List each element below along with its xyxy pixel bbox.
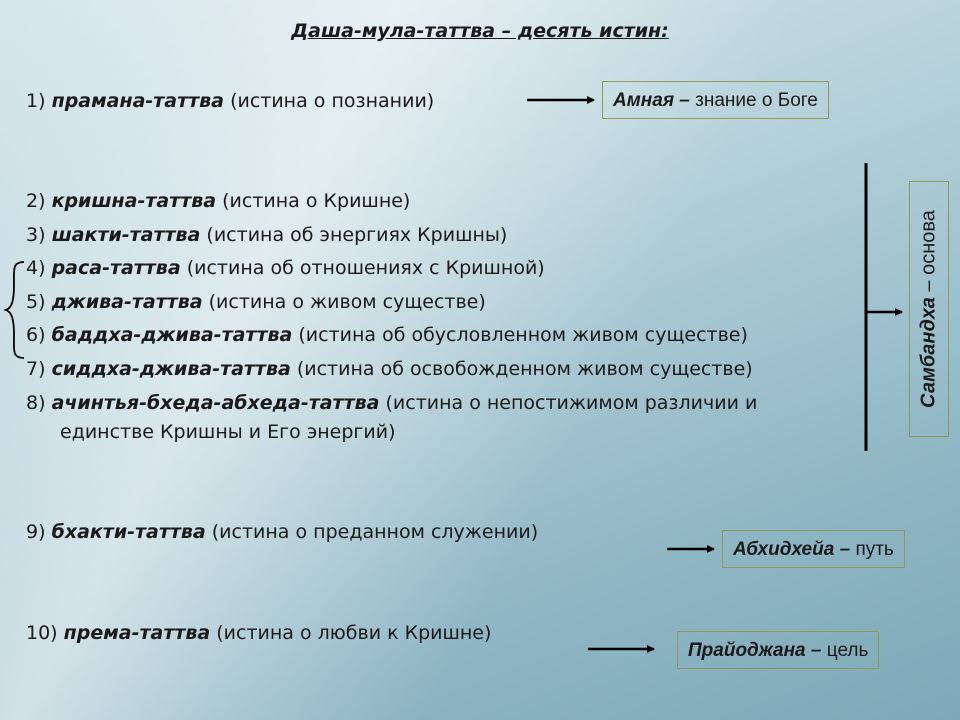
slide-title: Даша-мула-таттва – десять истин:: [291, 20, 669, 42]
list-item-8-continuation: единстве Кришны и Его энергий): [60, 421, 396, 443]
item-number: 10): [26, 622, 58, 644]
item-term: сиддха-джива-таттва: [51, 358, 291, 380]
item-number: 1): [26, 90, 46, 112]
item-term: раса-таттва: [51, 257, 181, 279]
item-number: 7): [26, 358, 46, 380]
box-description: знание о Боге: [695, 90, 818, 111]
item-term: према-таттва: [63, 622, 211, 644]
box-dash: –: [679, 90, 690, 111]
item-number: 3): [26, 224, 46, 246]
curly-bracket: [6, 262, 24, 358]
item-number: 5): [26, 291, 46, 313]
item-term: кришна-таттва: [51, 190, 217, 212]
box-description: путь: [855, 539, 894, 560]
item-description: (истина об обусловленном живом существе): [298, 324, 748, 346]
box-term: Амная: [613, 90, 675, 111]
item-description: (истина об отношениях с Кришной): [186, 257, 545, 279]
box-term: Самбандха: [917, 297, 940, 408]
item-description: (истина о Кришне): [222, 190, 411, 212]
box-term: Прайоджана: [688, 640, 806, 661]
item-number: 9): [26, 521, 46, 543]
item-description: (истина о живом существе): [208, 291, 486, 313]
item-number: 2): [26, 190, 46, 212]
item-term: джива-таттва: [51, 291, 203, 313]
item-description: (истина о преданном служении): [211, 521, 539, 543]
item-number: 8): [26, 392, 46, 414]
item-description: (истина о любви к Кришне): [216, 622, 492, 644]
item-term: ачинтья-бхеда-абхеда-таттва: [51, 392, 380, 414]
box-description: цель: [826, 640, 869, 661]
box-term: Абхидхейа: [733, 539, 835, 560]
box-dash: –: [839, 539, 851, 560]
item-term: баддха-джива-таттва: [51, 324, 293, 346]
item-description: (истина об энергиях Кришны): [206, 224, 508, 246]
box-dash: –: [810, 640, 822, 661]
item-number: 4): [26, 257, 46, 279]
box-description: основа: [917, 210, 940, 275]
item-term: бхакти-таттва: [51, 521, 206, 543]
box-dash: –: [917, 280, 940, 292]
item-description: (истина о познании): [230, 90, 435, 112]
item-description: (истина об освобожденном живом существе): [296, 358, 753, 380]
item-description: (истина о непостижимом различии и: [385, 392, 758, 414]
item-number: 6): [26, 324, 46, 346]
item-term: прамана-таттва: [51, 90, 225, 112]
item-term: шакти-таттва: [51, 224, 201, 246]
